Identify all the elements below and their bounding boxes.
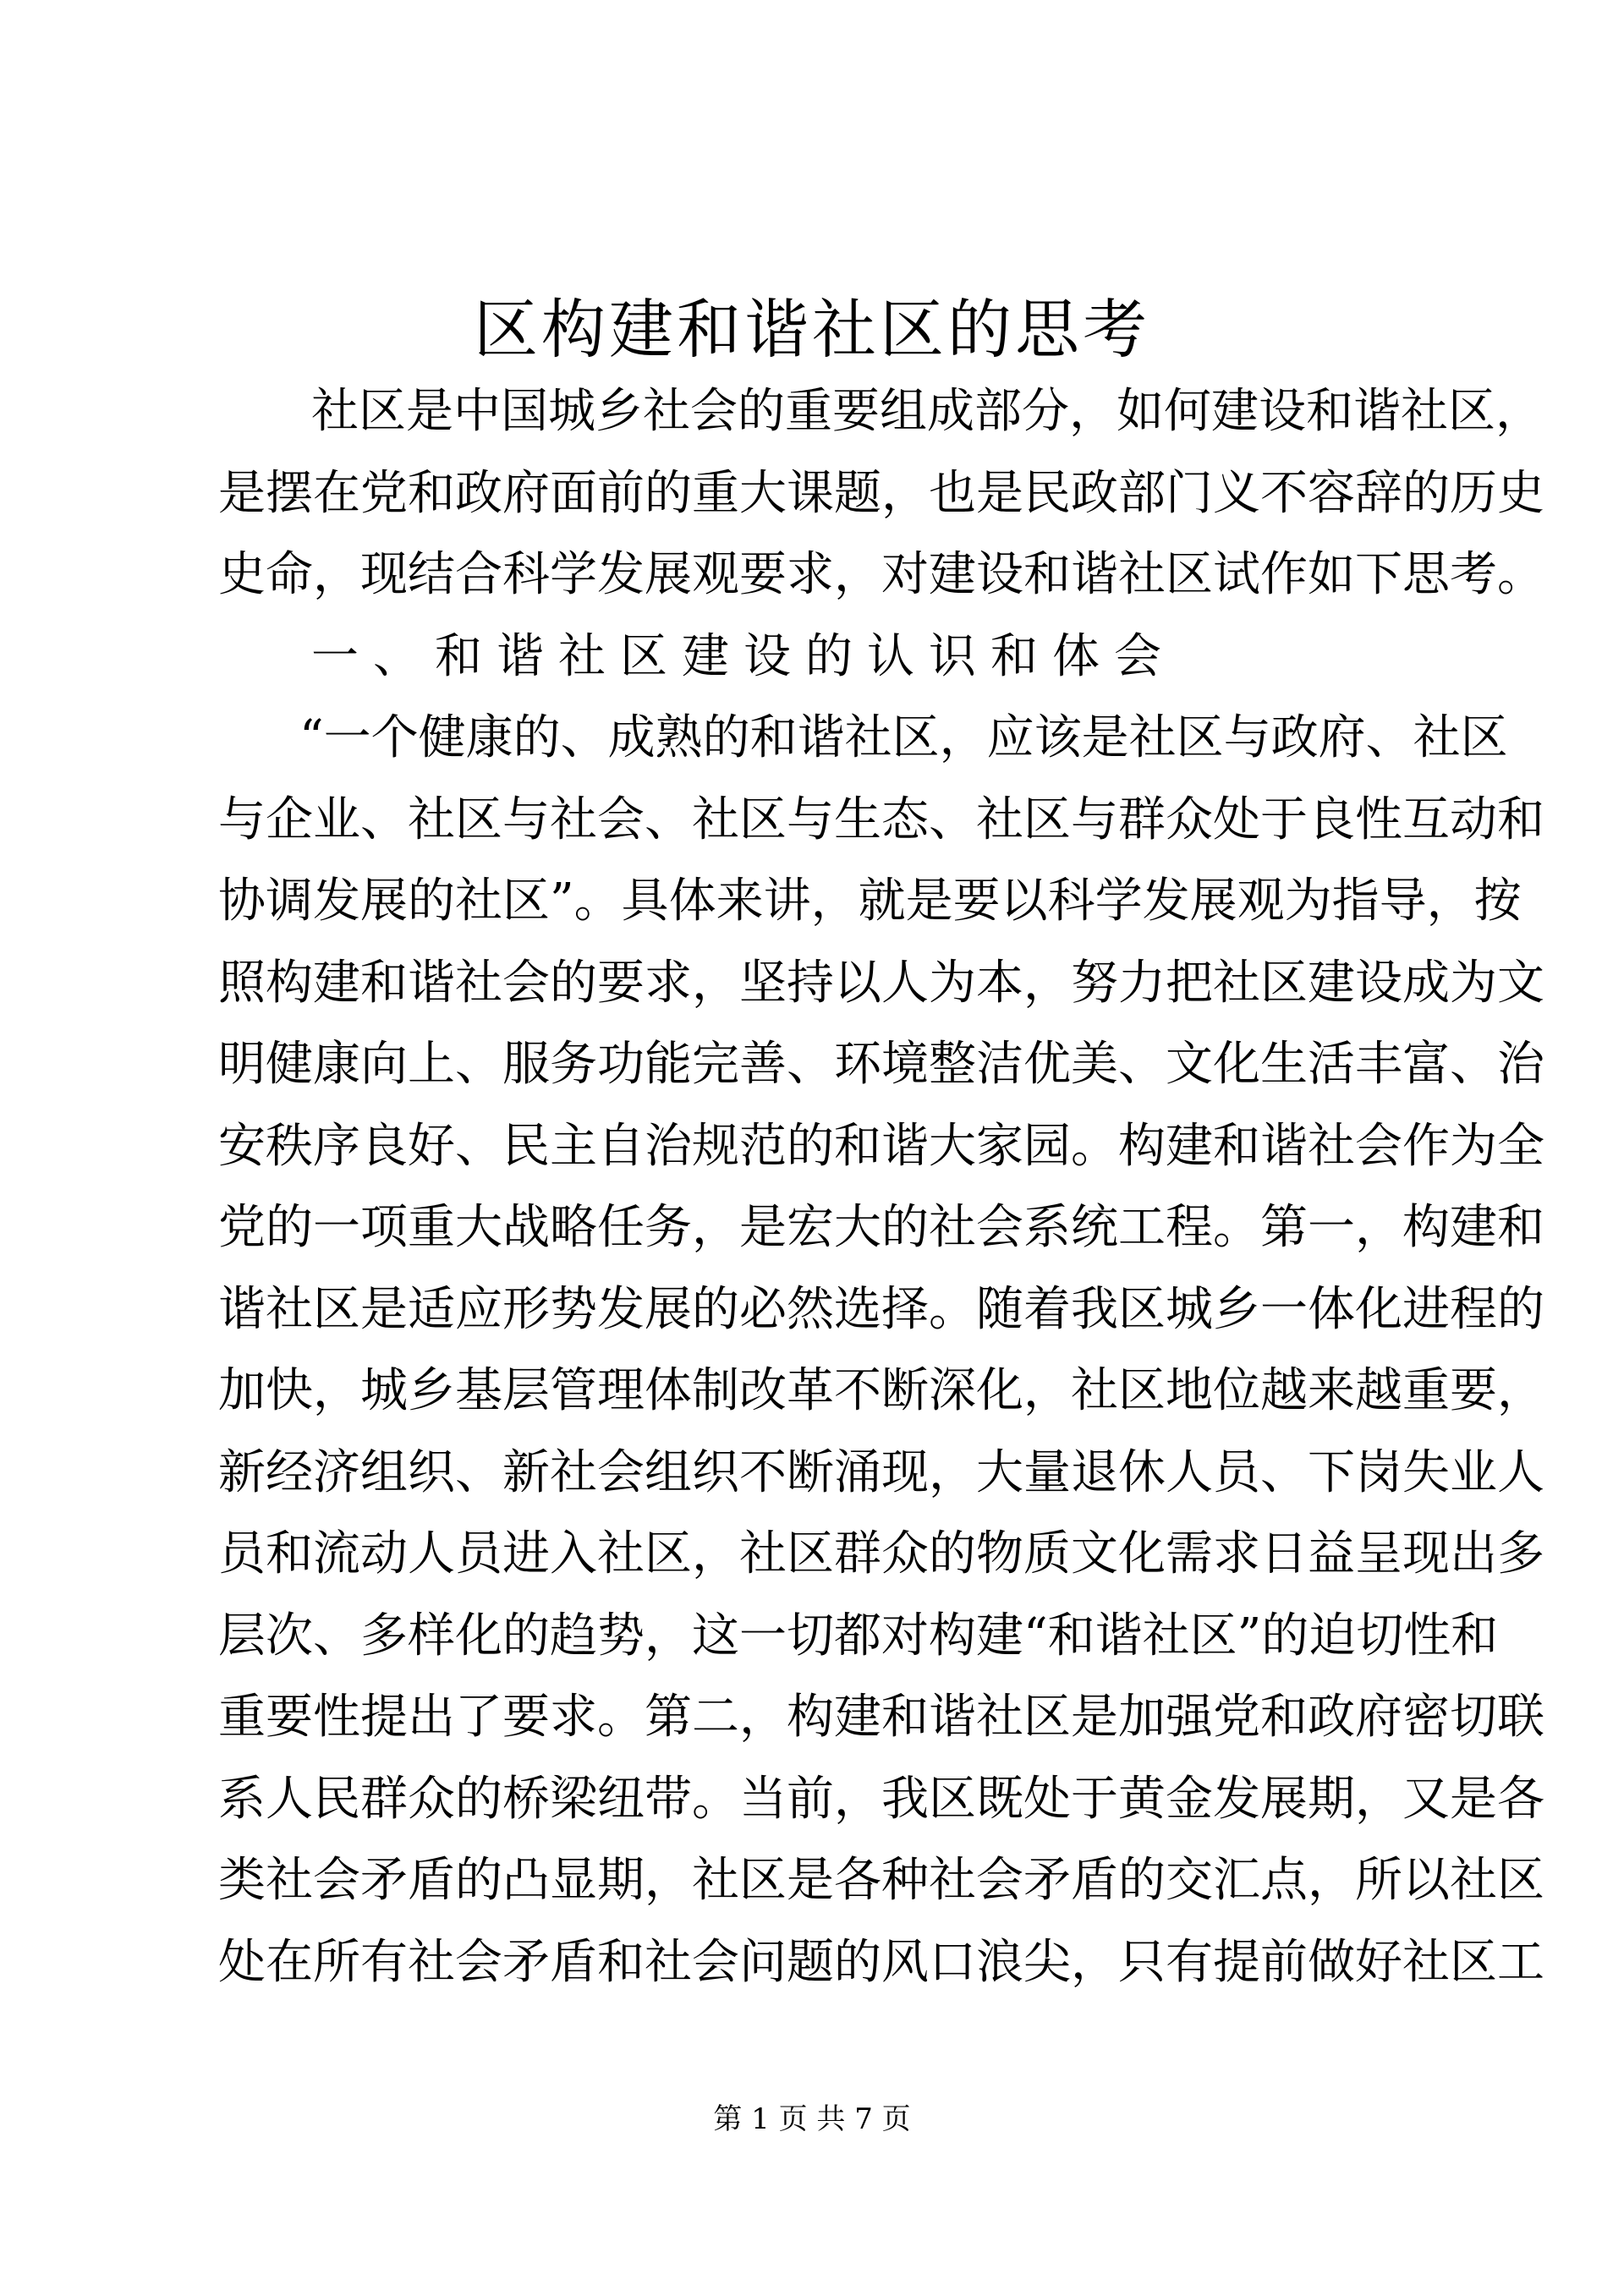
text-line: 类社会矛盾的凸显期，社区是各种社会矛盾的交汇点，所以社区 bbox=[218, 1853, 1544, 1908]
text-line: 党的一项重大战略任务，是宏大的社会系统工程。第一，构建和 bbox=[218, 1200, 1544, 1255]
text-line: 谐社区是适应形势发展的必然选择。随着我区城乡一体化进程的 bbox=[218, 1281, 1544, 1337]
text-line: 重要性提出了要求。第二，构建和谐社区是加强党和政府密切联 bbox=[218, 1690, 1544, 1745]
document-body bbox=[218, 371, 1544, 2003]
text-line: 与企业、社区与社会、社区与生态、社区与群众处于良性互动和 bbox=[218, 792, 1544, 847]
text-line: 史命，现结合科学发展观要求，对建设和谐社区试作如下思考。 bbox=[218, 547, 1544, 602]
text-line: 照构建和谐社会的要求，坚持以人为本，努力把社区建设成为文 bbox=[218, 955, 1544, 1011]
text-line: 协调发展的社区”。具体来讲，就是要以科学发展观为指导，按 bbox=[218, 874, 1522, 929]
text-line: 员和流动人员进入社区，社区群众的物质文化需求日益呈现出多 bbox=[218, 1526, 1544, 1581]
text-line: 层次、多样化的趋势，这一切都对构建“和谐社区”的迫切性和 bbox=[218, 1608, 1499, 1663]
text-line: 社区是中国城乡社会的重要组成部分，如何建设和谐社区， bbox=[311, 384, 1543, 439]
text-line: 是摆在党和政府面前的重大课题，也是民政部门义不容辞的历史 bbox=[218, 465, 1544, 521]
text-line: 明健康向上、服务功能完善、环境整洁优美、文化生活丰富、治 bbox=[218, 1037, 1544, 1092]
section-heading: 一、和谐社区建设的认识和体会 bbox=[311, 628, 1176, 684]
text-line: 加快，城乡基层管理体制改革不断深化，社区地位越来越重要， bbox=[218, 1363, 1544, 1418]
text-line: 新经济组织、新社会组织不断涌现，大量退休人员、下岗失业人 bbox=[218, 1444, 1544, 1500]
text-line: 安秩序良好、民主自治规范的和谐大家园。构建和谐社会作为全 bbox=[218, 1118, 1544, 1174]
text-line: “一个健康的、成熟的和谐社区，应该是社区与政府、社区 bbox=[299, 710, 1508, 765]
text-line: 处在所有社会矛盾和社会问题的风口浪尖，只有提前做好社区工 bbox=[218, 1934, 1544, 1990]
text-line: 系人民群众的桥梁纽带。当前，我区既处于黄金发展期，又是各 bbox=[218, 1771, 1544, 1827]
page-number: 第 1 页 共 7 页 bbox=[713, 2102, 911, 2136]
document-title: 区构建和谐社区的思考 bbox=[474, 292, 1150, 367]
